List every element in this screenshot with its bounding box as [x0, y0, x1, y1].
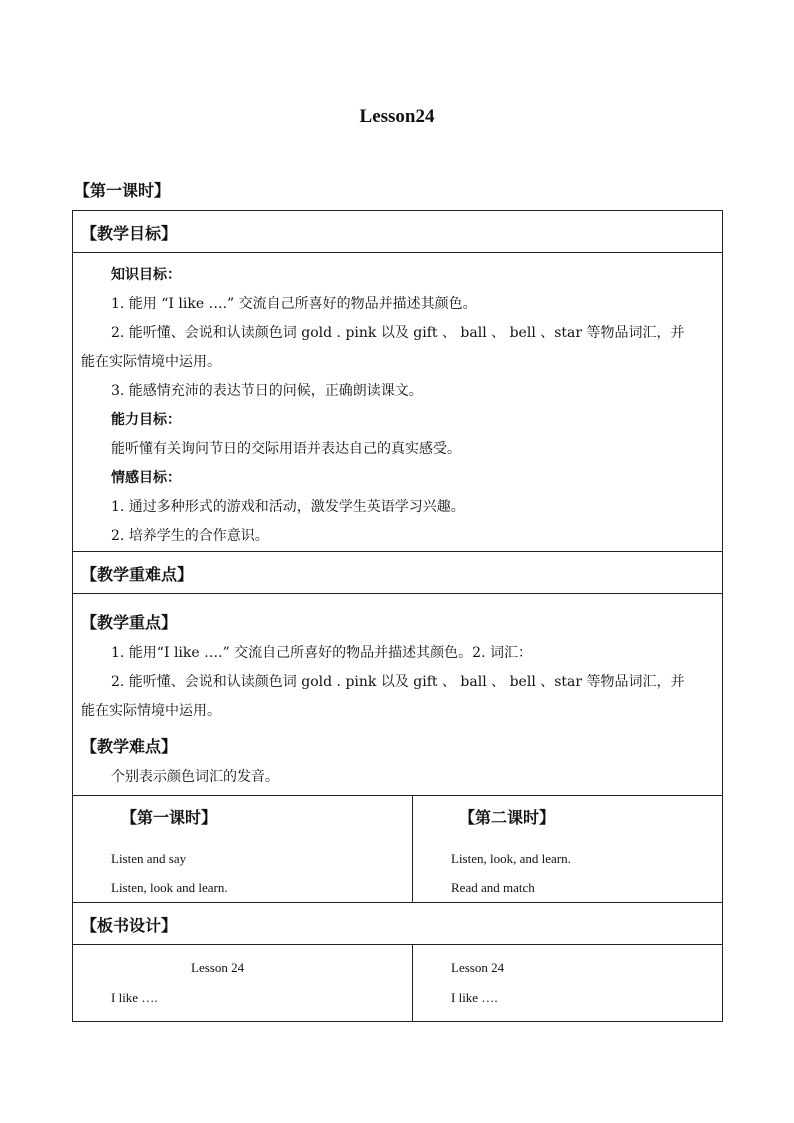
key-point-2: 2. 能听懂、会说和认读颜色词 gold . pink 以及 gift 、 ball 、 bell 、star 等物品词汇，并 [111, 674, 685, 690]
board-left-cell [73, 945, 413, 1022]
second-period-line-1: Listen, look, and learn. [451, 851, 571, 866]
key-point-2-cont: 能在实际情境中运用。 [81, 703, 221, 719]
document-title: Lesson24 [359, 106, 435, 127]
key-points-cell [73, 594, 723, 796]
first-period-line-2: Listen, look and learn. [111, 880, 228, 895]
key-difficult-header-cell [73, 552, 723, 594]
knowledge-item-3: 3. 能感情充沛的表达节日的问候，正确朗读课文。 [111, 383, 423, 399]
board-left-line-2: I like …. [111, 990, 158, 1005]
difficult-heading: 【教学难点】 [81, 737, 178, 756]
first-period-cell [73, 796, 413, 903]
board-left-line-1: Lesson 24 [191, 960, 245, 975]
board-heading: 【板书设计】 [81, 916, 178, 935]
knowledge-label: 知识目标： [111, 267, 181, 283]
first-period-line-1: Listen and say [111, 851, 187, 866]
period-label: 【第一课时】 [74, 181, 171, 200]
emotion-label: 情感目标： [111, 470, 181, 486]
knowledge-item-2: 2. 能听懂、会说和认读颜色词 gold . pink 以及 gift 、 ball 、 bell 、star 等物品词汇，并 [111, 325, 685, 341]
lesson-plan-table [72, 210, 723, 1022]
key-difficult-heading: 【教学重难点】 [81, 565, 194, 584]
second-period-heading: 【第二课时】 [459, 808, 556, 827]
key-point-1: 1. 能用“I like ….” 交流自己所喜好的物品并描述其颜色。2. 词汇： [111, 645, 532, 661]
objectives-heading: 【教学目标】 [81, 224, 178, 243]
objectives-body-cell [73, 253, 723, 552]
objectives-header-cell [73, 211, 723, 253]
emotion-item-2: 2. 培养学生的合作意识。 [111, 528, 269, 544]
knowledge-item-2-cont: 能在实际情境中运用。 [81, 354, 221, 370]
board-right-line-2: I like …. [451, 990, 498, 1005]
key-points-heading: 【教学重点】 [81, 613, 178, 632]
second-period-line-2: Read and match [451, 880, 535, 895]
board-right-cell [413, 945, 723, 1022]
second-period-cell [413, 796, 723, 903]
board-right-line-1: Lesson 24 [451, 960, 505, 975]
ability-label: 能力目标： [111, 412, 181, 428]
knowledge-item-1: 1. 能用 “I like ….” 交流自己所喜好的物品并描述其颜色。 [111, 296, 477, 312]
difficult-item-1: 个别表示颜色词汇的发音。 [111, 769, 279, 785]
ability-item-1: 能听懂有关询问节日的交际用语并表达自己的真实感受。 [111, 441, 461, 457]
emotion-item-1: 1. 通过多种形式的游戏和活动，激发学生英语学习兴趣。 [111, 499, 465, 515]
first-period-heading: 【第一课时】 [121, 808, 218, 827]
board-header-cell [73, 903, 723, 945]
